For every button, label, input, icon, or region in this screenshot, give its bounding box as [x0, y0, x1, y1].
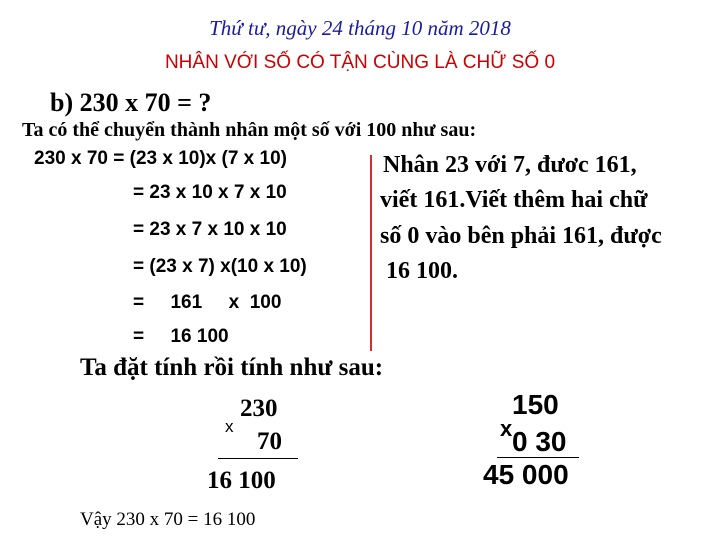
method-text: Ta đặt tính rồi tính như sau:: [80, 354, 384, 381]
product-rule: [218, 458, 298, 459]
step-line: = 161 x 100: [133, 292, 282, 313]
divider-line: [370, 155, 372, 351]
multiplicand: 230: [240, 395, 278, 422]
explanation-line: số 0 vào bên phải 161, được: [380, 223, 662, 249]
date-line: Thứ tư, ngày 24 tháng 10 năm 2018: [209, 16, 511, 40]
explanation-line: viết 161.Viết thêm hai chữ: [380, 187, 648, 213]
step-line: = 23 x 10 x 7 x 10: [133, 182, 287, 203]
multiply-sign: x: [225, 417, 234, 436]
step-line: = 23 x 7 x 10 x 10: [133, 219, 287, 240]
step-line: = 16 100: [133, 326, 229, 347]
step-line: = (23 x 7) x(10 x 10): [133, 256, 307, 277]
example-multiplier: 0 30: [512, 426, 567, 457]
lesson-title: NHÂN VỚI SỐ CÓ TẬN CÙNG LÀ CHỮ SỐ 0: [164, 52, 556, 73]
example-product-rule: [497, 457, 579, 458]
example-product: 45 000: [483, 459, 569, 490]
example-multiply-sign: x: [500, 416, 513, 441]
problem-statement: b) 230 x 70 = ?: [50, 88, 212, 117]
example-multiplicand: 150: [512, 389, 559, 420]
product: 16 100: [207, 467, 276, 494]
multiplier: 70: [257, 428, 282, 455]
explanation-line: Nhân 23 với 7, đươc 161,: [383, 152, 637, 178]
step-line: 230 x 70 = (23 x 10)x (7 x 10): [34, 148, 287, 169]
conclusion-text: Vậy 230 x 70 = 16 100: [80, 509, 256, 530]
intro-text: Ta có thể chuyển thành nhân một số với 100 như sau:: [22, 119, 477, 141]
explanation-line: 16 100.: [386, 258, 458, 284]
